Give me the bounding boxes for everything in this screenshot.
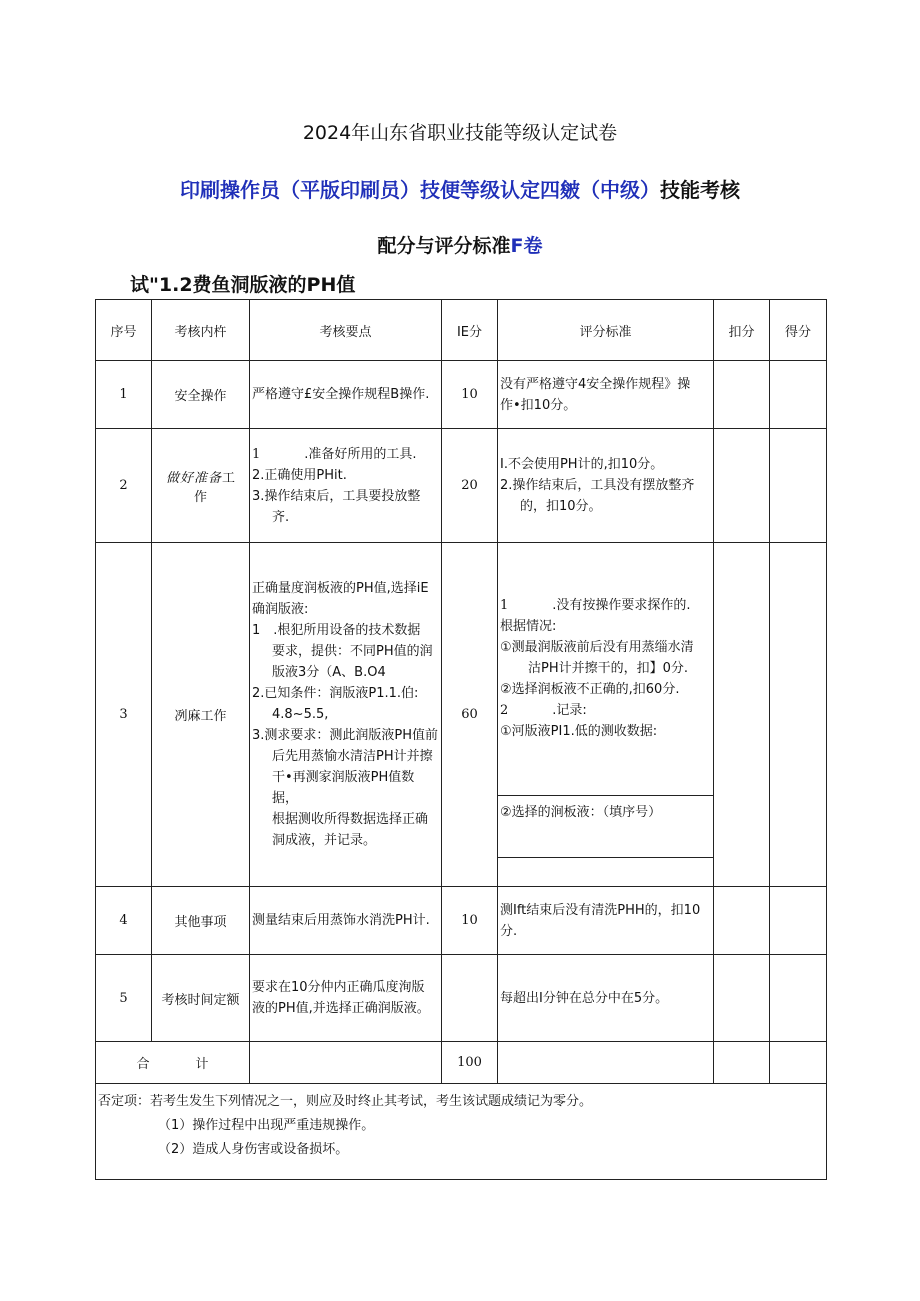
row-criteria [498,955,714,1042]
row-criteria [498,429,714,543]
row-points-num: 1 [252,446,261,462]
row-score: 60 [442,543,498,887]
total-points-cell [250,1042,442,1084]
record-box [498,795,713,857]
got-cell[interactable] [770,955,827,1042]
row-points [250,543,442,887]
deduct-cell[interactable] [714,361,770,429]
row-seq: 1 [96,361,152,429]
row-item-text: 工 [222,470,236,486]
veto-note [96,1084,827,1180]
row-criteria-line: 每超出I分钟在总分中在5分。 [500,990,669,1006]
row-criteria-line: 作•扣10分。 [500,397,577,413]
table-row [96,955,827,1042]
row-criteria-line: I.不会使用PH计的,扣10分。 [500,457,664,472]
row-points-line: 根据测收所得数据选择正确 [272,812,429,827]
deduct-cell[interactable] [714,955,770,1042]
got-cell[interactable] [770,543,827,887]
row-criteria-line [500,595,711,616]
row-item: 安全操作 [152,361,250,429]
got-cell[interactable] [770,429,827,543]
row-points-line: 2.已知条件：润版液P1.1.伯: [252,686,419,701]
scoring-title-text: 配分与评分标准 [377,235,511,257]
row-item: 其他事项 [152,887,250,955]
row-criteria-line: 测Ift结束后没有清洗PHH的，扣10 [500,902,701,918]
header-seq: 序号 [96,300,152,361]
table-row [96,429,827,543]
deduct-cell[interactable] [714,429,770,543]
total-label [96,1042,250,1084]
row-criteria-num: 2 [500,703,509,718]
row-points-line: 1 .根犯所用设备的技术数据 [252,623,421,638]
header-points: 考核要点 [250,300,442,361]
row-points-line: 齐. [272,509,290,525]
scoring-title [0,231,920,258]
row-criteria-line: 分. [500,923,518,939]
row-item-handwritten: 做好准备 [165,470,222,486]
row-points-text: .准备好所用的工具. [304,446,417,462]
row-points-line: 液的PH值,并选择正确润版液。 [252,1001,430,1016]
record-blank[interactable] [498,857,713,886]
row-criteria-line: ①河版液PI1.低的测收数据: [500,724,658,739]
table-row [96,361,827,429]
row-points-line: 2.正确使用PHit. [252,467,347,483]
row-points-line: 版液3分（A、B.O4 [272,665,386,680]
row-points-line: 要求在10分仲内正确瓜度洵版 [252,980,425,995]
note-line: （1）操作过程中出现严重违规操作。 [158,1118,375,1133]
row-criteria-line: 的，扣10分。 [520,499,602,514]
exam-subtitle-part1: 印刷操作员（平版印刷员）技便等级认 [180,178,520,202]
row-points-line: 正确量度润板液的PH值,选择iE [252,581,429,596]
header-item: 考核内杵 [152,300,250,361]
scoring-table [95,299,827,1180]
exam-subtitle-part3: 技能考核 [660,178,740,202]
row-criteria-num: 1 [500,598,509,613]
row-criteria-line: 根据情况: [500,619,557,634]
row-item: 考核时间定额 [152,955,250,1042]
got-cell[interactable] [770,887,827,955]
row-criteria-text: .记录: [552,703,587,718]
table-row [96,887,827,955]
exam-subtitle-part2: 定四皴（中级） [520,178,660,202]
deduct-cell[interactable] [714,543,770,887]
row-criteria-text: .没有按操作要求探作的. [552,598,691,613]
row-criteria-line: 2.操作结束后，工具没有摆放整齐 [500,478,695,493]
criteria-box [498,543,713,795]
row-score: 20 [442,429,498,543]
row-points-line: 确润版液: [252,602,309,617]
row-criteria-line: ②选择润板液不正确的,扣60分. [500,682,680,697]
row-seq: 3 [96,543,152,887]
row-criteria-line: 没有严格遵守4安全操作规程》操 [500,376,691,392]
got-cell[interactable] [770,361,827,429]
row-criteria-line [500,700,711,721]
note-line: （2）造成人身伤害或设备损坏。 [158,1142,349,1157]
exam-subtitle [0,174,920,203]
header-deduct: 扣分 [714,300,770,361]
row-criteria [498,887,714,955]
row-item-text-2: 作 [193,489,207,505]
total-label-a: 合 [136,1057,150,1072]
row-points-line: 洞成液，并记录。 [272,833,377,848]
row-criteria [498,361,714,429]
row-score [442,955,498,1042]
total-criteria-cell [498,1042,714,1084]
row-points [250,955,442,1042]
section-title: 试"1.2费鱼洞版液的PH值 [130,274,356,296]
header-got: 得分 [770,300,827,361]
row-score: 10 [442,361,498,429]
row-points-line: 4.8~5.5, [272,707,329,722]
header-score: IE分 [442,300,498,361]
row-points-line: 严格遵守£安全操作规程B操作. [252,387,430,402]
row-points-line: 干•再测家润版液PH值数据， [272,770,415,806]
row-seq: 4 [96,887,152,955]
row-points-line: 要求，提供：不同PH值的润 [272,644,433,659]
row-criteria-line: ①测最润版液前后没有用蒸缁水清 [500,640,694,655]
row-points [250,361,442,429]
total-score: 100 [442,1042,498,1084]
row-points [250,429,442,543]
total-row [96,1042,827,1084]
row-criteria-line: 沽PH计并擦干的，扣】0分. [528,661,689,676]
row-seq: 5 [96,955,152,1042]
table-row [96,543,827,887]
note-line: 否定项：若考生发生下列情况之一，则应及时终止其考试，考生该试题成绩记为零分。 [98,1094,593,1109]
row-criteria [498,543,714,887]
deduct-cell[interactable] [714,887,770,955]
row-points-line: 3.操作结束后，工具要投放整 [252,488,421,504]
row-points [250,887,442,955]
total-label-b: 计 [195,1057,209,1072]
row-criteria-line: ②选择的涧板液：（填序号） [500,805,662,820]
row-points-line: 后先用蒸愉水清洁PH计并擦 [272,749,433,764]
table-header-row [96,300,827,361]
row-points-line: 测量结束后用蒸饰水消洗PH计. [252,913,430,928]
row-seq: 2 [96,429,152,543]
page-title: 2024年山东省职业技能等级认定试卷 [302,122,618,144]
total-deduct-cell[interactable] [714,1042,770,1084]
note-row [96,1084,827,1180]
total-got-cell[interactable] [770,1042,827,1084]
row-score: 10 [442,887,498,955]
paper-version: F卷 [510,235,543,257]
row-item [152,429,250,543]
row-item: 冽麻工作 [152,543,250,887]
row-points-line [252,444,439,465]
row-points-line: 3.测求要求：测此润版液PH值前 [252,728,439,743]
header-criteria: 评分标准 [498,300,714,361]
